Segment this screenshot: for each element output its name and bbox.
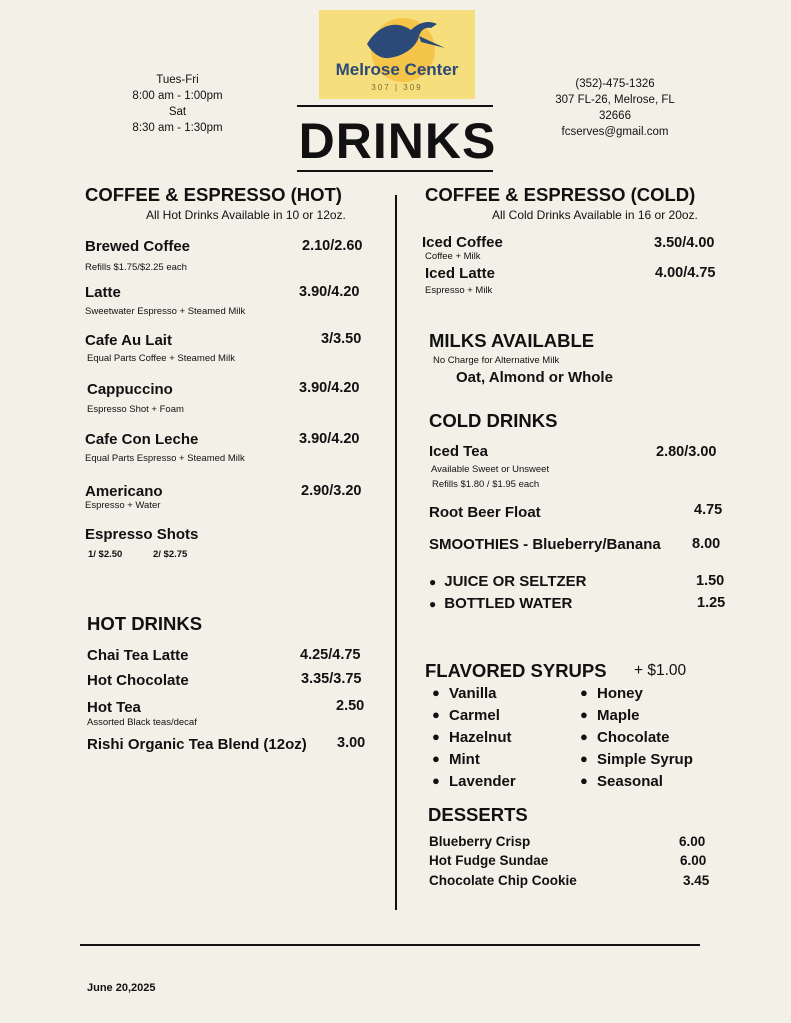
- zip-code: 32666: [599, 110, 631, 122]
- menu-item-desc: Coffee + Milk: [425, 251, 481, 262]
- water-label: BOTTLED WATER: [444, 595, 573, 612]
- list-item: [575, 707, 693, 729]
- hours-line: Tues-Fri: [156, 74, 199, 86]
- menu-item-name: Iced Tea: [429, 443, 488, 460]
- menu-item-price: 3.90/4.20: [299, 380, 360, 396]
- desserts-heading: DESSERTS: [428, 804, 528, 825]
- menu-item-price: 3.00: [337, 735, 366, 751]
- menu-item-name: Cafe Con Leche: [85, 431, 199, 448]
- syrups-price: + $1.00: [634, 662, 687, 679]
- menu-item-desc: Espresso + Milk: [425, 285, 493, 296]
- syrup-list-right: [575, 685, 693, 795]
- menu-item-name: Chai Tea Latte: [87, 647, 189, 664]
- menu-item-name: Blueberry Crisp: [429, 834, 531, 849]
- melrose-center-logo: [319, 10, 475, 99]
- footer-date: June 20,2025: [87, 982, 156, 994]
- column-divider: [395, 195, 397, 910]
- menu-item-price: 3.35/3.75: [301, 671, 362, 687]
- syrups-heading: FLAVORED SYRUPS: [425, 660, 607, 681]
- bullet-icon: ●: [580, 729, 588, 744]
- list-item: [429, 573, 587, 590]
- menu-item-price: 3.90/4.20: [299, 431, 360, 447]
- list-item: [427, 751, 516, 773]
- menu-item-name: Root Beer Float: [429, 504, 541, 521]
- cold-coffee-subtitle: All Cold Drinks Available in 16 or 20oz.: [492, 208, 698, 222]
- list-item: [575, 729, 693, 751]
- list-item: [575, 773, 693, 795]
- menu-item-price: 6.00: [679, 834, 706, 849]
- milks-options: Oat, Almond or Whole: [456, 369, 613, 386]
- menu-item-price: 4.25/4.75: [300, 647, 361, 663]
- menu-item-name: Hot Tea: [87, 699, 141, 716]
- title-bottom-rule: [297, 170, 493, 172]
- menu-item-name: Cafe Au Lait: [85, 332, 172, 349]
- menu-item-price: 2.10/2.60: [302, 238, 363, 254]
- menu-item-price: 6.00: [680, 853, 707, 868]
- list-item: [427, 685, 516, 707]
- list-item: [427, 773, 516, 795]
- menu-item-price: 3.90/4.20: [299, 284, 360, 300]
- menu-item-price: 3.45: [683, 873, 710, 888]
- list-item: [575, 685, 693, 707]
- bullet-icon: ●: [432, 685, 440, 700]
- bullet-icon: ●: [429, 575, 437, 589]
- juice-label: JUICE OR SELTZER: [444, 573, 587, 590]
- menu-item-desc: Espresso Shot + Foam: [87, 404, 184, 415]
- menu-item-name: Brewed Coffee: [85, 238, 191, 255]
- menu-item-price: 2.90/3.20: [301, 483, 362, 499]
- syrup-name: Chocolate: [597, 729, 670, 746]
- menu-item-name: Cappuccino: [87, 381, 173, 398]
- bullet-icon: ●: [432, 707, 440, 722]
- page-title: DRINKS: [298, 113, 497, 169]
- menu-item-price: 2.50: [336, 698, 365, 714]
- hours-line: 8:30 am - 1:30pm: [132, 122, 223, 134]
- list-item: [429, 595, 572, 612]
- list-item: [575, 751, 693, 773]
- menu-item-desc: Refills $1.80 / $1.95 each: [432, 479, 540, 490]
- menu-item-name: Espresso Shots: [85, 526, 199, 543]
- menu-item-desc: Equal Parts Coffee + Steamed Milk: [87, 353, 235, 364]
- menu-item-price: 1.50: [696, 573, 725, 589]
- list-item: [427, 707, 516, 729]
- menu-item-price: 3.50/4.00: [654, 235, 715, 251]
- menu-item-desc: Espresso + Water: [85, 500, 161, 511]
- syrup-list-left: [427, 685, 516, 795]
- menu-item-desc: Assorted Black teas/decaf: [87, 717, 197, 728]
- menu-item-name: Iced Latte: [425, 265, 496, 282]
- bullet-icon: ●: [580, 707, 588, 722]
- heron-icon: [359, 14, 449, 66]
- bullet-icon: ●: [429, 597, 437, 611]
- menu-item-name: Chocolate Chip Cookie: [429, 873, 577, 888]
- milks-heading: MILKS AVAILABLE: [429, 330, 595, 351]
- menu-item-name: Hot Chocolate: [87, 672, 189, 689]
- title-top-rule: [297, 105, 493, 107]
- menu-item-desc: Available Sweet or Unsweet: [431, 464, 550, 475]
- syrup-name: Seasonal: [597, 773, 663, 790]
- milks-note: No Charge for Alternative Milk: [433, 355, 560, 366]
- cold-coffee-heading: COFFEE & ESPRESSO (COLD): [425, 184, 696, 205]
- contact-block: [540, 76, 690, 140]
- email-address: fcserves@gmail.com: [561, 126, 669, 138]
- footer-rule: [80, 944, 700, 946]
- hot-coffee-subtitle: All Hot Drinks Available in 10 or 12oz.: [146, 208, 346, 222]
- menu-item-desc: Sweetwater Espresso + Steamed Milk: [85, 306, 246, 317]
- hours-line: Sat: [168, 106, 187, 118]
- bullet-icon: ●: [580, 773, 588, 788]
- bullet-icon: ●: [432, 729, 440, 744]
- menu-item-desc: Equal Parts Espresso + Steamed Milk: [85, 453, 245, 464]
- espresso-two-shot-price: 2/ $2.75: [153, 549, 188, 560]
- bullet-icon: ●: [580, 751, 588, 766]
- address-line: 307 FL-26, Melrose, FL: [555, 94, 675, 106]
- hours-line: 8:00 am - 1:00pm: [132, 90, 223, 102]
- phone-number: (352)-475-1326: [575, 78, 655, 90]
- menu-item-price: 4.00/4.75: [655, 265, 716, 281]
- list-item: [427, 729, 516, 751]
- menu-item-price: 3/3.50: [321, 331, 362, 347]
- menu-item-name: Rishi Organic Tea Blend (12oz): [87, 736, 307, 753]
- menu-item-name: SMOOTHIES - Blueberry/Banana: [429, 536, 661, 553]
- menu-item-name: Iced Coffee: [422, 234, 503, 251]
- menu-item-price: 8.00: [692, 536, 721, 552]
- menu-item-desc: Refills $1.75/$2.25 each: [85, 262, 187, 273]
- menu-item-name: Hot Fudge Sundae: [429, 853, 549, 868]
- syrup-name: Lavender: [449, 773, 516, 790]
- syrup-name: Simple Syrup: [597, 751, 693, 768]
- syrup-name: Maple: [597, 707, 640, 724]
- logo-name: Melrose Center: [335, 60, 459, 79]
- menu-item-price: 4.75: [694, 502, 723, 518]
- syrup-name: Hazelnut: [449, 729, 512, 746]
- bullet-icon: ●: [580, 685, 588, 700]
- cold-drinks-heading: COLD DRINKS: [429, 410, 558, 431]
- syrup-name: Vanilla: [449, 685, 497, 702]
- bullet-icon: ●: [432, 751, 440, 766]
- menu-item-price: 1.25: [697, 595, 726, 611]
- syrup-name: Honey: [597, 685, 643, 702]
- menu-item-price: 2.80/3.00: [656, 444, 717, 460]
- espresso-one-shot-price: 1/ $2.50: [88, 549, 123, 560]
- bullet-icon: ●: [432, 773, 440, 788]
- hot-drinks-heading: HOT DRINKS: [87, 613, 203, 634]
- menu-item-name: Americano: [85, 483, 163, 500]
- hot-coffee-heading: COFFEE & ESPRESSO (HOT): [85, 184, 342, 205]
- hours-block: [110, 72, 245, 136]
- menu-item-name: Latte: [85, 284, 121, 301]
- logo-numbers: 307 | 309: [371, 83, 423, 92]
- syrup-name: Mint: [449, 751, 480, 768]
- syrup-name: Carmel: [449, 707, 500, 724]
